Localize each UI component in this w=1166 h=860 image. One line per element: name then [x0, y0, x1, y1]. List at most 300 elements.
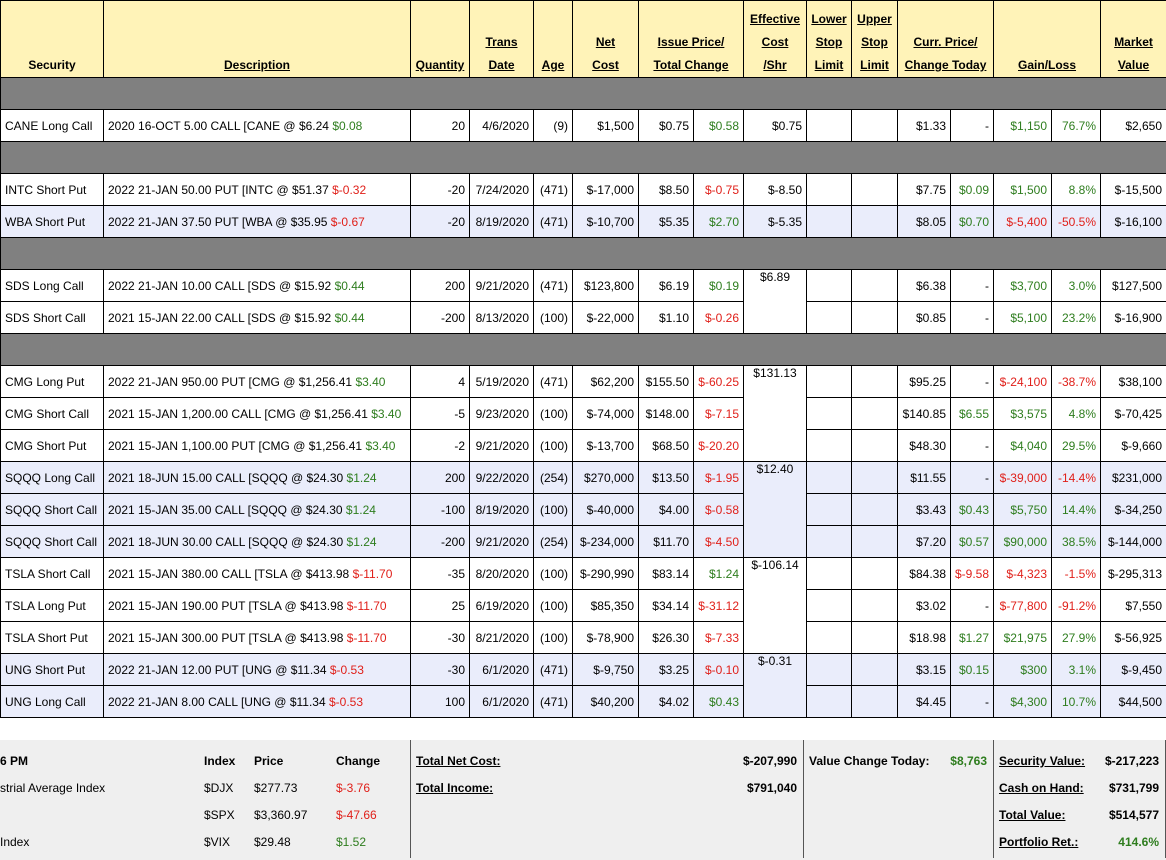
upper-stop-cell[interactable] [852, 526, 898, 558]
upper-stop-cell[interactable] [852, 494, 898, 526]
separator-cell [1, 142, 1166, 174]
description-text: 2021 15-JAN 35.00 CALL [SQQQ @ $24.30 [108, 502, 343, 517]
description-cell[interactable] [104, 558, 411, 590]
underlying-change: $-0.32 [332, 182, 367, 197]
issue-price-cell: $4.02 [639, 686, 694, 718]
gain-loss-pct-cell: -1.5% [1052, 558, 1101, 590]
change-today-cell: $6.55 [951, 398, 994, 430]
age-cell: (471) [534, 270, 573, 302]
market-change: $1.52 [336, 835, 367, 849]
total-change-cell: $-7.33 [694, 622, 744, 654]
security-cell[interactable]: TSLA Short Call [1, 558, 104, 590]
description-cell[interactable] [104, 526, 411, 558]
security-cell[interactable]: INTC Short Put [1, 174, 104, 206]
security-cell[interactable]: CANE Long Call [1, 110, 104, 142]
header-curr-price[interactable]: Curr. Price/ Change Today [898, 1, 994, 78]
trans-date-cell: 6/1/2020 [470, 686, 534, 718]
security-cell[interactable]: CMG Short Put [1, 430, 104, 462]
separator-cell [1, 238, 1166, 270]
upper-stop-cell[interactable] [852, 270, 898, 302]
trans-date-cell: 9/21/2020 [470, 430, 534, 462]
gain-loss-cell: $-39,000 [994, 462, 1052, 494]
header-market-value[interactable]: Market Value [1101, 1, 1166, 78]
current-price-cell: $7.20 [898, 526, 951, 558]
position-row[interactable] [1, 206, 1166, 238]
description-text: 2021 15-JAN 1,200.00 CALL [CMG @ $1,256.41 [108, 406, 368, 421]
header-security[interactable]: Security [1, 1, 104, 78]
security-cell[interactable]: SQQQ Short Call [1, 494, 104, 526]
lower-stop-cell[interactable] [807, 462, 852, 494]
current-price-cell: $1.33 [898, 110, 951, 142]
change-today-cell: - [951, 590, 994, 622]
upper-stop-cell[interactable] [852, 174, 898, 206]
description-text: 2021 15-JAN 300.00 PUT [TSLA @ $413.98 [108, 630, 344, 645]
value-change-label: Value Change Today: [809, 754, 930, 768]
lower-stop-cell[interactable] [807, 526, 852, 558]
market-value-cell: $-295,313 [1101, 558, 1166, 590]
upper-stop-cell[interactable] [852, 590, 898, 622]
description-text: 2022 21-JAN 10.00 CALL [SDS @ $15.92 [108, 278, 332, 293]
security-value-label: Security Value: [999, 754, 1086, 768]
security-cell[interactable]: TSLA Short Put [1, 622, 104, 654]
description-cell[interactable] [104, 206, 411, 238]
header-effective-cost[interactable]: Effective Cost /Shr [744, 1, 807, 78]
current-price-cell: $0.85 [898, 302, 951, 334]
total-change-cell: $-31.12 [694, 590, 744, 622]
total-value-label: Total Value: [999, 808, 1066, 822]
net-cost-cell: $-234,000 [573, 526, 639, 558]
underlying-change: $0.44 [334, 278, 365, 293]
net-cost-cell: $85,350 [573, 590, 639, 622]
upper-stop-cell[interactable] [852, 462, 898, 494]
effective-cost-cell: $-5.35 [744, 206, 807, 238]
group-separator [1, 238, 1166, 270]
change-today-cell: - [951, 686, 994, 718]
header-upper-stop[interactable]: Upper Stop Limit [852, 1, 898, 78]
trans-date-cell: 9/21/2020 [470, 270, 534, 302]
header-age[interactable]: Age [534, 1, 573, 78]
market-index: $DJX [204, 781, 234, 795]
effective-cost-cell: $12.40 [744, 462, 807, 558]
gain-loss-pct-cell: -50.5% [1052, 206, 1101, 238]
upper-stop-cell[interactable] [852, 558, 898, 590]
market-index: $SPX [204, 808, 235, 822]
quantity-cell: -5 [411, 398, 470, 430]
market-name: Index [0, 835, 30, 849]
gain-loss-cell: $3,700 [994, 270, 1052, 302]
description-cell[interactable] [104, 302, 411, 334]
description-text: 2022 21-JAN 12.00 PUT [UNG @ $11.34 [108, 662, 327, 677]
underlying-change: $3.40 [371, 406, 402, 421]
security-cell[interactable]: CMG Long Put [1, 366, 104, 398]
description-text: 2021 15-JAN 190.00 PUT [TSLA @ $413.98 [108, 598, 344, 613]
age-cell: (100) [534, 494, 573, 526]
upper-stop-cell[interactable] [852, 430, 898, 462]
net-cost-cell: $-9,750 [573, 654, 639, 686]
market-price: $3,360.97 [254, 808, 308, 822]
quantity-cell: -200 [411, 302, 470, 334]
net-cost-cell: $62,200 [573, 366, 639, 398]
quantity-cell: 200 [411, 270, 470, 302]
position-row[interactable] [1, 494, 1166, 526]
upper-stop-cell[interactable] [852, 686, 898, 718]
position-row[interactable] [1, 654, 1166, 686]
description-cell[interactable] [104, 462, 411, 494]
gain-loss-cell: $-5,400 [994, 206, 1052, 238]
portfolio-return-value: 414.6% [1118, 835, 1159, 849]
lower-stop-cell[interactable] [807, 302, 852, 334]
quantity-cell: 4 [411, 366, 470, 398]
current-price-cell: $4.45 [898, 686, 951, 718]
change-today-cell: - [951, 110, 994, 142]
quantity-cell: 25 [411, 590, 470, 622]
lower-stop-cell[interactable] [807, 686, 852, 718]
position-row[interactable] [1, 686, 1166, 718]
trans-date-cell: 9/23/2020 [470, 398, 534, 430]
description-cell[interactable] [104, 174, 411, 206]
market-time: 6 PM [0, 754, 29, 768]
gain-loss-pct-cell: -14.4% [1052, 462, 1101, 494]
position-row[interactable] [1, 526, 1166, 558]
description-cell[interactable] [104, 686, 411, 718]
net-cost-cell: $-40,000 [573, 494, 639, 526]
lower-stop-cell[interactable] [807, 110, 852, 142]
market-value-cell: $-9,450 [1101, 654, 1166, 686]
issue-price-cell: $5.35 [639, 206, 694, 238]
totals-cost [410, 740, 804, 858]
underlying-change: $-11.70 [346, 598, 387, 613]
header-issue-price[interactable]: Issue Price/ Total Change [639, 1, 744, 78]
issue-price-cell: $83.14 [639, 558, 694, 590]
total-change-cell: $0.19 [694, 270, 744, 302]
current-price-cell: $8.05 [898, 206, 951, 238]
total-net-cost-value: $-207,990 [742, 754, 797, 768]
header-lower-stop[interactable]: Lower Stop Limit [807, 1, 852, 78]
description-text: 2021 15-JAN 22.00 CALL [SDS @ $15.92 [108, 310, 332, 325]
portfolio-totals [993, 740, 1166, 858]
underlying-change: $1.24 [345, 502, 376, 517]
market-name: strial Average Index [0, 781, 106, 795]
net-cost-cell: $-17,000 [573, 174, 639, 206]
market-col-change: Change [336, 754, 381, 768]
position-row[interactable] [1, 174, 1166, 206]
gain-loss-cell: $-77,800 [994, 590, 1052, 622]
description-cell[interactable] [104, 110, 411, 142]
age-cell: (471) [534, 206, 573, 238]
security-cell[interactable]: UNG Short Put [1, 654, 104, 686]
market-value-cell: $-15,500 [1101, 174, 1166, 206]
market-change: $-3.76 [336, 781, 371, 795]
position-row[interactable] [1, 302, 1166, 334]
quantity-cell: -100 [411, 494, 470, 526]
trans-date-cell: 7/24/2020 [470, 174, 534, 206]
gain-loss-pct-cell: 3.0% [1052, 270, 1101, 302]
issue-price-cell: $11.70 [639, 526, 694, 558]
market-value-cell: $231,000 [1101, 462, 1166, 494]
quantity-cell: 200 [411, 462, 470, 494]
issue-price-cell: $13.50 [639, 462, 694, 494]
age-cell: (471) [534, 174, 573, 206]
security-cell[interactable]: WBA Short Put [1, 206, 104, 238]
security-cell[interactable]: SDS Long Call [1, 270, 104, 302]
market-value-cell: $-16,100 [1101, 206, 1166, 238]
market-change: $-47.66 [336, 808, 377, 822]
description-cell[interactable] [104, 430, 411, 462]
market-value-cell: $-16,900 [1101, 302, 1166, 334]
quantity-cell: -20 [411, 206, 470, 238]
total-change-cell: $-4.50 [694, 526, 744, 558]
issue-price-cell: $155.50 [639, 366, 694, 398]
gain-loss-pct-cell: 23.2% [1052, 302, 1101, 334]
quantity-cell: -30 [411, 622, 470, 654]
market-value-cell: $-70,425 [1101, 398, 1166, 430]
total-change-cell: $2.70 [694, 206, 744, 238]
gain-loss-cell: $90,000 [994, 526, 1052, 558]
trans-date-cell: 5/19/2020 [470, 366, 534, 398]
quantity-cell: 100 [411, 686, 470, 718]
underlying-change: $0.44 [334, 310, 365, 325]
net-cost-cell: $-13,700 [573, 430, 639, 462]
age-cell: (471) [534, 366, 573, 398]
net-cost-cell: $1,500 [573, 110, 639, 142]
header-quantity[interactable]: Quantity [411, 1, 470, 78]
issue-price-cell: $8.50 [639, 174, 694, 206]
trans-date-cell: 9/21/2020 [470, 526, 534, 558]
description-cell[interactable] [104, 494, 411, 526]
total-change-cell: $-1.95 [694, 462, 744, 494]
position-row[interactable] [1, 270, 1166, 302]
issue-price-cell: $4.00 [639, 494, 694, 526]
total-change-cell: $-20.20 [694, 430, 744, 462]
position-row[interactable] [1, 110, 1166, 142]
underlying-change: $-0.53 [329, 662, 364, 677]
market-summary [0, 740, 411, 858]
header-description[interactable]: Description [104, 1, 411, 78]
current-price-cell: $3.43 [898, 494, 951, 526]
total-change-cell: $0.58 [694, 110, 744, 142]
gain-loss-cell: $1,150 [994, 110, 1052, 142]
description-text: 2021 18-JUN 30.00 CALL [SQQQ @ $24.30 [108, 534, 344, 549]
market-value-cell: $2,650 [1101, 110, 1166, 142]
current-price-cell: $48.30 [898, 430, 951, 462]
change-today-cell: $1.27 [951, 622, 994, 654]
underlying-change: $-11.70 [352, 566, 393, 581]
effective-cost-cell: $131.13 [744, 366, 807, 462]
effective-cost-cell: $0.75 [744, 110, 807, 142]
gain-loss-pct-cell: 76.7% [1052, 110, 1101, 142]
position-row[interactable] [1, 430, 1166, 462]
trans-date-cell: 6/1/2020 [470, 654, 534, 686]
upper-stop-cell[interactable] [852, 398, 898, 430]
lower-stop-cell[interactable] [807, 270, 852, 302]
change-today-cell: - [951, 302, 994, 334]
total-value-value: $514,577 [1108, 808, 1159, 822]
group-separator [1, 334, 1166, 366]
trans-date-cell: 4/6/2020 [470, 110, 534, 142]
description-text: 2021 15-JAN 380.00 CALL [TSLA @ $413.98 [108, 566, 350, 581]
upper-stop-cell[interactable] [852, 622, 898, 654]
description-cell[interactable] [104, 270, 411, 302]
value-change-cell [803, 740, 994, 858]
current-price-cell: $140.85 [898, 398, 951, 430]
age-cell: (254) [534, 526, 573, 558]
lower-stop-cell[interactable] [807, 494, 852, 526]
market-value-cell: $7,550 [1101, 590, 1166, 622]
position-row[interactable] [1, 590, 1166, 622]
gain-loss-pct-cell: 14.4% [1052, 494, 1101, 526]
change-today-cell: $0.57 [951, 526, 994, 558]
age-cell: (100) [534, 302, 573, 334]
underlying-change: $-0.67 [330, 214, 365, 229]
total-change-cell: $-60.25 [694, 366, 744, 398]
current-price-cell: $84.38 [898, 558, 951, 590]
position-row[interactable] [1, 462, 1166, 494]
net-cost-cell: $40,200 [573, 686, 639, 718]
gain-loss-cell: $3,575 [994, 398, 1052, 430]
quantity-cell: -2 [411, 430, 470, 462]
upper-stop-cell[interactable] [852, 206, 898, 238]
total-change-cell: $-0.26 [694, 302, 744, 334]
market-value-cell: $-56,925 [1101, 622, 1166, 654]
lower-stop-cell[interactable] [807, 174, 852, 206]
quantity-cell: -20 [411, 174, 470, 206]
net-cost-cell: $-78,900 [573, 622, 639, 654]
quantity-cell: -30 [411, 654, 470, 686]
upper-stop-cell[interactable] [852, 654, 898, 686]
security-cell[interactable]: SQQQ Short Call [1, 526, 104, 558]
gain-loss-pct-cell: 29.5% [1052, 430, 1101, 462]
trans-date-cell: 8/21/2020 [470, 622, 534, 654]
effective-cost-cell: $-0.31 [744, 654, 807, 718]
change-today-cell: $0.70 [951, 206, 994, 238]
header-net-cost[interactable]: Net Cost [573, 1, 639, 78]
change-today-cell: - [951, 366, 994, 398]
current-price-cell: $3.15 [898, 654, 951, 686]
total-change-cell: $-0.58 [694, 494, 744, 526]
header-row [1, 1, 1166, 78]
issue-price-cell: $0.75 [639, 110, 694, 142]
change-today-cell: $0.43 [951, 494, 994, 526]
upper-stop-cell[interactable] [852, 366, 898, 398]
net-cost-cell: $-290,990 [573, 558, 639, 590]
security-cell[interactable]: CMG Short Call [1, 398, 104, 430]
age-cell: (254) [534, 462, 573, 494]
description-cell[interactable] [104, 590, 411, 622]
trans-date-cell: 9/22/2020 [470, 462, 534, 494]
total-income-label: Total Income: [416, 781, 494, 795]
total-income-value: $791,040 [746, 781, 797, 795]
lower-stop-cell[interactable] [807, 558, 852, 590]
position-row[interactable] [1, 622, 1166, 654]
effective-cost-cell: $6.89 [744, 270, 807, 334]
cash-on-hand-label: Cash on Hand: [999, 781, 1084, 795]
market-index: $VIX [204, 835, 231, 849]
change-today-cell: - [951, 430, 994, 462]
market-col-price: Price [254, 754, 284, 768]
net-cost-cell: $-22,000 [573, 302, 639, 334]
current-price-cell: $7.75 [898, 174, 951, 206]
net-cost-cell: $-74,000 [573, 398, 639, 430]
description-text: 2020 16-OCT 5.00 CALL [CANE @ $6.24 [108, 118, 329, 133]
portfolio-return-label: Portfolio Ret.: [999, 835, 1079, 849]
issue-price-cell: $3.25 [639, 654, 694, 686]
age-cell: (471) [534, 654, 573, 686]
gain-loss-pct-cell: 3.1% [1052, 654, 1101, 686]
upper-stop-cell[interactable] [852, 110, 898, 142]
market-value-cell: $-34,250 [1101, 494, 1166, 526]
lower-stop-cell[interactable] [807, 206, 852, 238]
lower-stop-cell[interactable] [807, 622, 852, 654]
gain-loss-pct-cell: 10.7% [1052, 686, 1101, 718]
net-cost-cell: $123,800 [573, 270, 639, 302]
security-cell[interactable]: TSLA Long Put [1, 590, 104, 622]
market-value-cell: $-9,660 [1101, 430, 1166, 462]
description-cell[interactable] [104, 622, 411, 654]
total-change-cell: $0.43 [694, 686, 744, 718]
issue-price-cell: $1.10 [639, 302, 694, 334]
lower-stop-cell[interactable] [807, 590, 852, 622]
gain-loss-cell: $1,500 [994, 174, 1052, 206]
issue-price-cell: $26.30 [639, 622, 694, 654]
total-change-cell: $1.24 [694, 558, 744, 590]
cash-on-hand-value: $731,799 [1108, 781, 1159, 795]
trans-date-cell: 8/19/2020 [470, 494, 534, 526]
underlying-change: $0.08 [332, 118, 363, 133]
current-price-cell: $95.25 [898, 366, 951, 398]
gain-loss-pct-cell: -38.7% [1052, 366, 1101, 398]
age-cell: (9) [534, 110, 573, 142]
underlying-change: $-11.70 [346, 630, 387, 645]
header-trans-date[interactable]: Trans Date [470, 1, 534, 78]
market-col-index: Index [204, 754, 236, 768]
market-value-cell: $-144,000 [1101, 526, 1166, 558]
underlying-change: $3.40 [365, 438, 396, 453]
description-cell[interactable] [104, 366, 411, 398]
quantity-cell: 20 [411, 110, 470, 142]
upper-stop-cell[interactable] [852, 302, 898, 334]
separator-cell [1, 78, 1166, 110]
description-cell[interactable] [104, 398, 411, 430]
age-cell: (100) [534, 558, 573, 590]
quantity-cell: -35 [411, 558, 470, 590]
lower-stop-cell[interactable] [807, 654, 852, 686]
age-cell: (100) [534, 622, 573, 654]
description-cell[interactable] [104, 654, 411, 686]
security-cell[interactable]: SDS Short Call [1, 302, 104, 334]
lower-stop-cell[interactable] [807, 366, 852, 398]
total-change-cell: $-0.75 [694, 174, 744, 206]
market-price: $277.73 [254, 781, 298, 795]
issue-price-cell: $34.14 [639, 590, 694, 622]
total-net-cost-label: Total Net Cost: [416, 754, 501, 768]
description-text: 2021 18-JUN 15.00 CALL [SQQQ @ $24.30 [108, 470, 344, 485]
header-gain-loss[interactable]: Gain/Loss [994, 1, 1101, 78]
security-cell[interactable]: SQQQ Long Call [1, 462, 104, 494]
lower-stop-cell[interactable] [807, 430, 852, 462]
description-text: 2022 21-JAN 50.00 PUT [INTC @ $51.37 [108, 182, 329, 197]
position-row[interactable] [1, 558, 1166, 590]
gain-loss-pct-cell: 27.9% [1052, 622, 1101, 654]
lower-stop-cell[interactable] [807, 398, 852, 430]
gain-loss-cell: $4,300 [994, 686, 1052, 718]
market-value-cell: $38,100 [1101, 366, 1166, 398]
position-row[interactable] [1, 366, 1166, 398]
security-cell[interactable]: UNG Long Call [1, 686, 104, 718]
change-today-cell: $0.09 [951, 174, 994, 206]
position-row[interactable] [1, 398, 1166, 430]
separator-cell [1, 334, 1166, 366]
current-price-cell: $6.38 [898, 270, 951, 302]
